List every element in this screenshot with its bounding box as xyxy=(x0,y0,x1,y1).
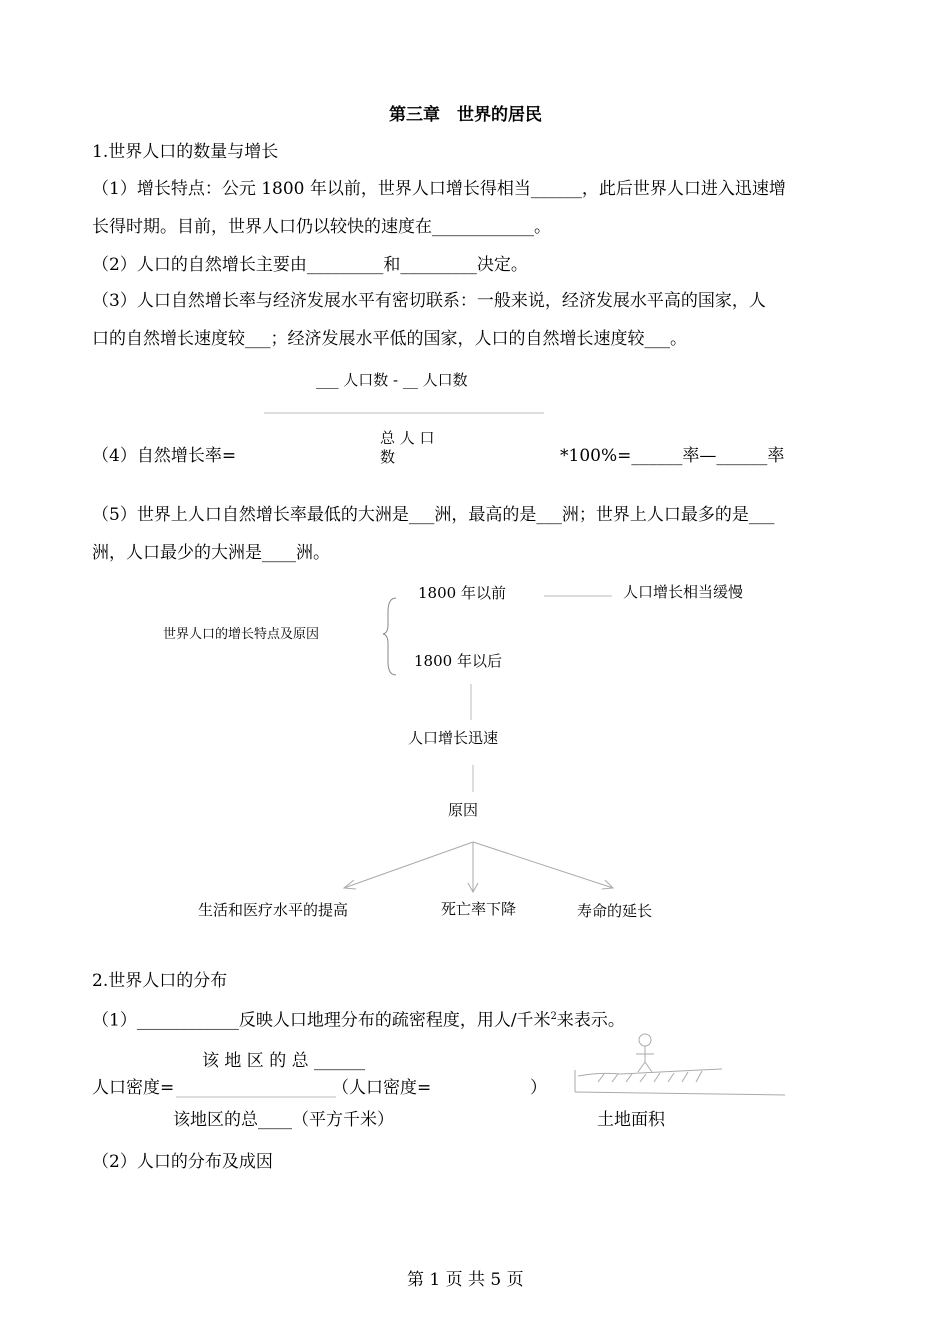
density-denominator: 该地区的总____（平方千米） xyxy=(173,1110,394,1130)
question-3-line-1: （3）人口自然增长率与经济发展水平有密切联系：一般来说，经济发展水平高的国家，人 xyxy=(92,291,766,311)
section-2-question-2: （2）人口的分布及成因 xyxy=(92,1152,273,1172)
growth-rate-label: （4）自然增长率= xyxy=(92,446,237,466)
diagram-cause-3: 寿命的延长 xyxy=(577,902,653,920)
density-label: 人口密度= xyxy=(92,1078,175,1098)
diagram-growth: 人口增长迅速 xyxy=(408,729,499,747)
land-area-label: 土地面积 xyxy=(597,1110,665,1130)
density-paren: （人口密度= xyxy=(332,1078,432,1098)
density-paren-close: ） xyxy=(530,1078,547,1098)
diagram-cause: 原因 xyxy=(448,801,479,819)
question-2: （2）人口的自然增长主要由_________和_________决定。 xyxy=(92,255,528,275)
growth-rate-numerator: ___ 人口数 - __ 人口数 xyxy=(316,371,468,389)
section-2-heading: 2.世界人口的分布 xyxy=(92,971,228,991)
cause-arrow-left xyxy=(344,842,473,888)
section-1-heading: 1.世界人口的数量与增长 xyxy=(92,142,279,162)
diagram-before-result: 人口增长相当缓慢 xyxy=(623,583,744,601)
question-5-line-1: （5）世界上人口自然增长率最低的大洲是___洲，最高的是___洲；世界上人口最多的是___ xyxy=(92,505,775,525)
question-3-line-2: 口的自然增长速度较___；经济发展水平低的国家，人口的自然增长速度较___。 xyxy=(92,329,687,349)
diagram-brace xyxy=(383,598,396,675)
ground-icon xyxy=(575,1069,785,1095)
diagram-cause-1: 生活和医疗水平的提高 xyxy=(198,901,349,919)
page-footer: 第 1 页 共 5 页 xyxy=(407,1270,524,1290)
page-title: 第三章 世界的居民 xyxy=(389,105,542,125)
growth-rate-denominator-2: 数 xyxy=(380,448,396,466)
question-1-line-1: （1）增长特点：公元 1800 年以前，世界人口增长得相当______，此后世界人口进入迅速增 xyxy=(92,179,786,199)
cause-arrow-right xyxy=(473,842,613,888)
section-2-question-1: （1）____________反映人口地理分布的疏密程度，用人/千米$^2$来表示。 xyxy=(92,1010,625,1031)
growth-rate-result: *100%=______率—______率 xyxy=(560,446,785,466)
density-numerator: 该 地 区 的 总 ______ xyxy=(202,1051,366,1071)
diagram-after-1800: 1800 年以后 xyxy=(414,652,502,670)
question-5-line-2: 洲，人口最少的大洲是____洲。 xyxy=(92,543,330,563)
growth-rate-denominator-1: 总 人 口 xyxy=(380,429,435,447)
diagram-root: 世界人口的增长特点及原因 xyxy=(163,627,320,642)
diagram-cause-2: 死亡率下降 xyxy=(441,900,517,918)
person-icon xyxy=(636,1034,654,1072)
question-1-line-2: 长得时期。目前，世界人口仍以较快的速度在____________。 xyxy=(92,217,551,237)
diagram-before-1800: 1800 年以前 xyxy=(418,584,506,602)
